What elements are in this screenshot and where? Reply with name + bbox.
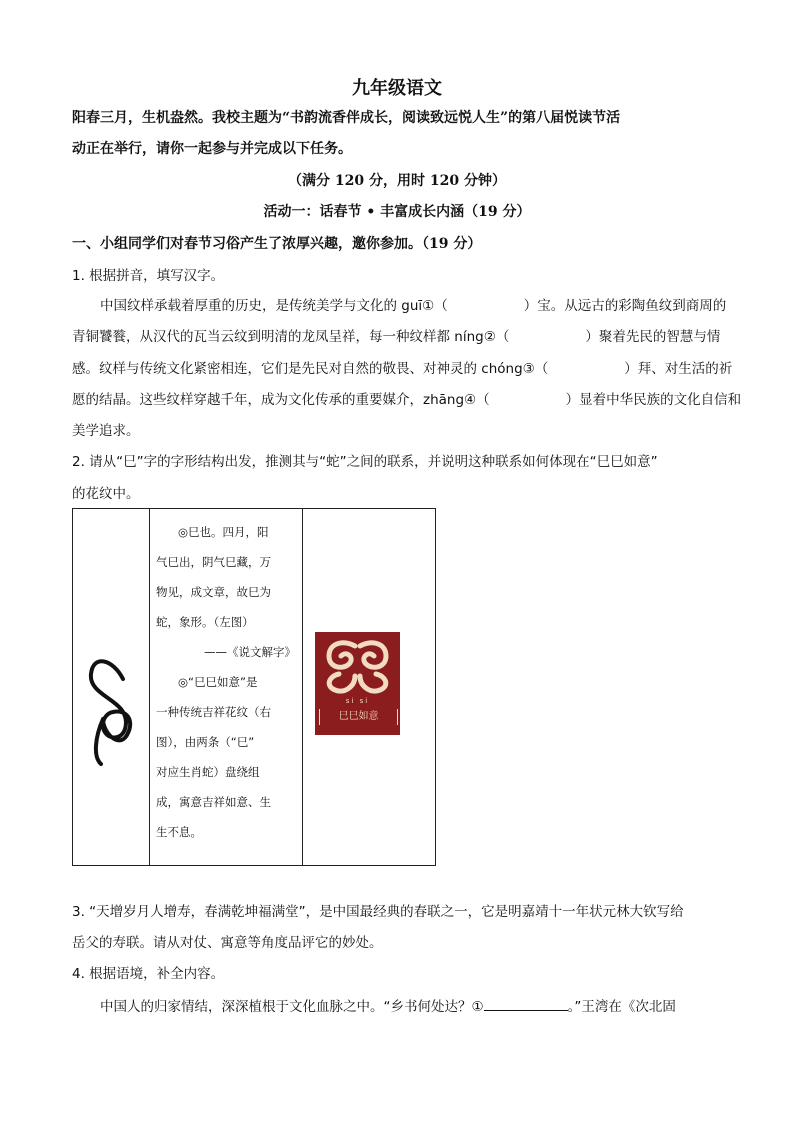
table-text-line: ◎巳也。四月，阳 — [178, 525, 269, 539]
table-text-line: 图），由两条（“巳” — [156, 735, 255, 749]
intro-line-1: 阳春三月，生机盎然。我校主题为“书韵流香伴成长，阅读致远悦人生”的第八届悦读节活 — [72, 110, 621, 126]
q2-prompt-line-2: 的花纹中。 — [72, 486, 140, 502]
table-text-line: ◎“巳巳如意”是 — [178, 675, 258, 689]
table-text-line: 一种传统吉祥花纹（右 — [156, 705, 271, 719]
q1-paragraph-line-4 — [72, 390, 741, 410]
q1-text: 感。纹样与传统文化紧密相连，它们是先民对自然的敬畏、对神灵的 chóng③（ — [72, 361, 549, 377]
table-text-line: 气巳出，阴气巳藏，万 — [156, 555, 271, 569]
q4-paragraph-line-1 — [100, 996, 676, 1017]
q3-line-1: 3. “天增岁月人增寿，春满乾坤福满堂”，是中国最经典的春联之一，它是明嘉靖十一年状元林大钦写给 — [72, 904, 684, 920]
intro-line-2: 动正在举行，请你一起参与并完成以下任务。 — [72, 141, 352, 157]
seal-script-si-glyph — [73, 509, 149, 861]
q3-line-2: 岳父的寿联。请从对仗、寓意等角度品评它的妙处。 — [72, 935, 383, 951]
shuowen-text-cell — [150, 509, 303, 866]
table-source: ——《说文解字》 — [204, 645, 296, 659]
q4-prompt: 4. 根据语境，补全内容。 — [72, 966, 225, 982]
q1-text: ）宝。从远古的彩陶鱼纹到商周的 — [523, 298, 727, 314]
table-text-line: 蛇，象形。（左图） — [156, 615, 254, 629]
table-text-line: 生不息。 — [156, 825, 202, 839]
q2-prompt-line-1: 2. 请从“巳”字的字形结构出发，推测其与“蛇”之间的联系，并说明这种联系如何体现在“巳巳如意” — [72, 454, 658, 470]
q1-text: 中国纹样承载着厚重的历史，是传统美学与文化的 guī①（ — [100, 298, 448, 314]
page-title: 九年级语文 — [352, 78, 442, 99]
q1-text: ）显着中华民族的文化自信和 — [565, 392, 742, 408]
q1-text: ）聚着先民的智慧与情 — [585, 329, 721, 345]
q1-paragraph-line-2 — [72, 327, 720, 347]
table-text-line: 对应生肖蛇）盘绕组 — [156, 765, 260, 779]
q1-text: 青铜饕餮，从汉代的瓦当云纹到明清的龙凤呈祥，每一种纹样都 níng②（ — [72, 329, 510, 345]
activity-title: 活动一：话春节 • 丰富成长内涵（19 分） — [263, 204, 531, 220]
fill-in-blank[interactable] — [484, 996, 568, 1011]
q1-paragraph-line-5: 美学追求。 — [72, 423, 140, 439]
seal-caption: 巳巳如意 — [319, 709, 398, 725]
score-note: （满分 120 分，用时 120 分钟） — [288, 173, 506, 189]
section1-title: 一、小组同学们对春节习俗产生了浓厚兴趣，邀你参加。（19 分） — [72, 236, 482, 252]
intertwined-snake-pattern-icon — [315, 632, 400, 698]
q1-paragraph-line-1 — [100, 296, 726, 316]
pattern-image-cell — [303, 509, 436, 866]
q2-table — [72, 508, 436, 866]
q4-text: 。”王湾在《次北固 — [567, 999, 676, 1015]
table-text-line: 成，寓意吉祥如意、生 — [156, 795, 271, 809]
table-text-line: 物见，成文章，故巳为 — [156, 585, 271, 599]
q1-text: ）拜、对生活的祈 — [624, 361, 733, 377]
seal-pinyin: si si — [345, 697, 370, 705]
q1-paragraph-line-3 — [72, 359, 732, 379]
q1-text: 愿的结晶。这些纹样穿越千年，成为文化传承的重要媒介，zhāng④（ — [72, 392, 490, 408]
q4-text: 中国人的归家情结，深深植根于文化血脉之中。“乡书何处达？① — [100, 999, 484, 1015]
seal-script-cell — [73, 509, 150, 866]
sisi-ruyi-pattern-image — [315, 632, 400, 735]
q1-prompt: 1. 根据拼音，填写汉字。 — [72, 268, 225, 284]
